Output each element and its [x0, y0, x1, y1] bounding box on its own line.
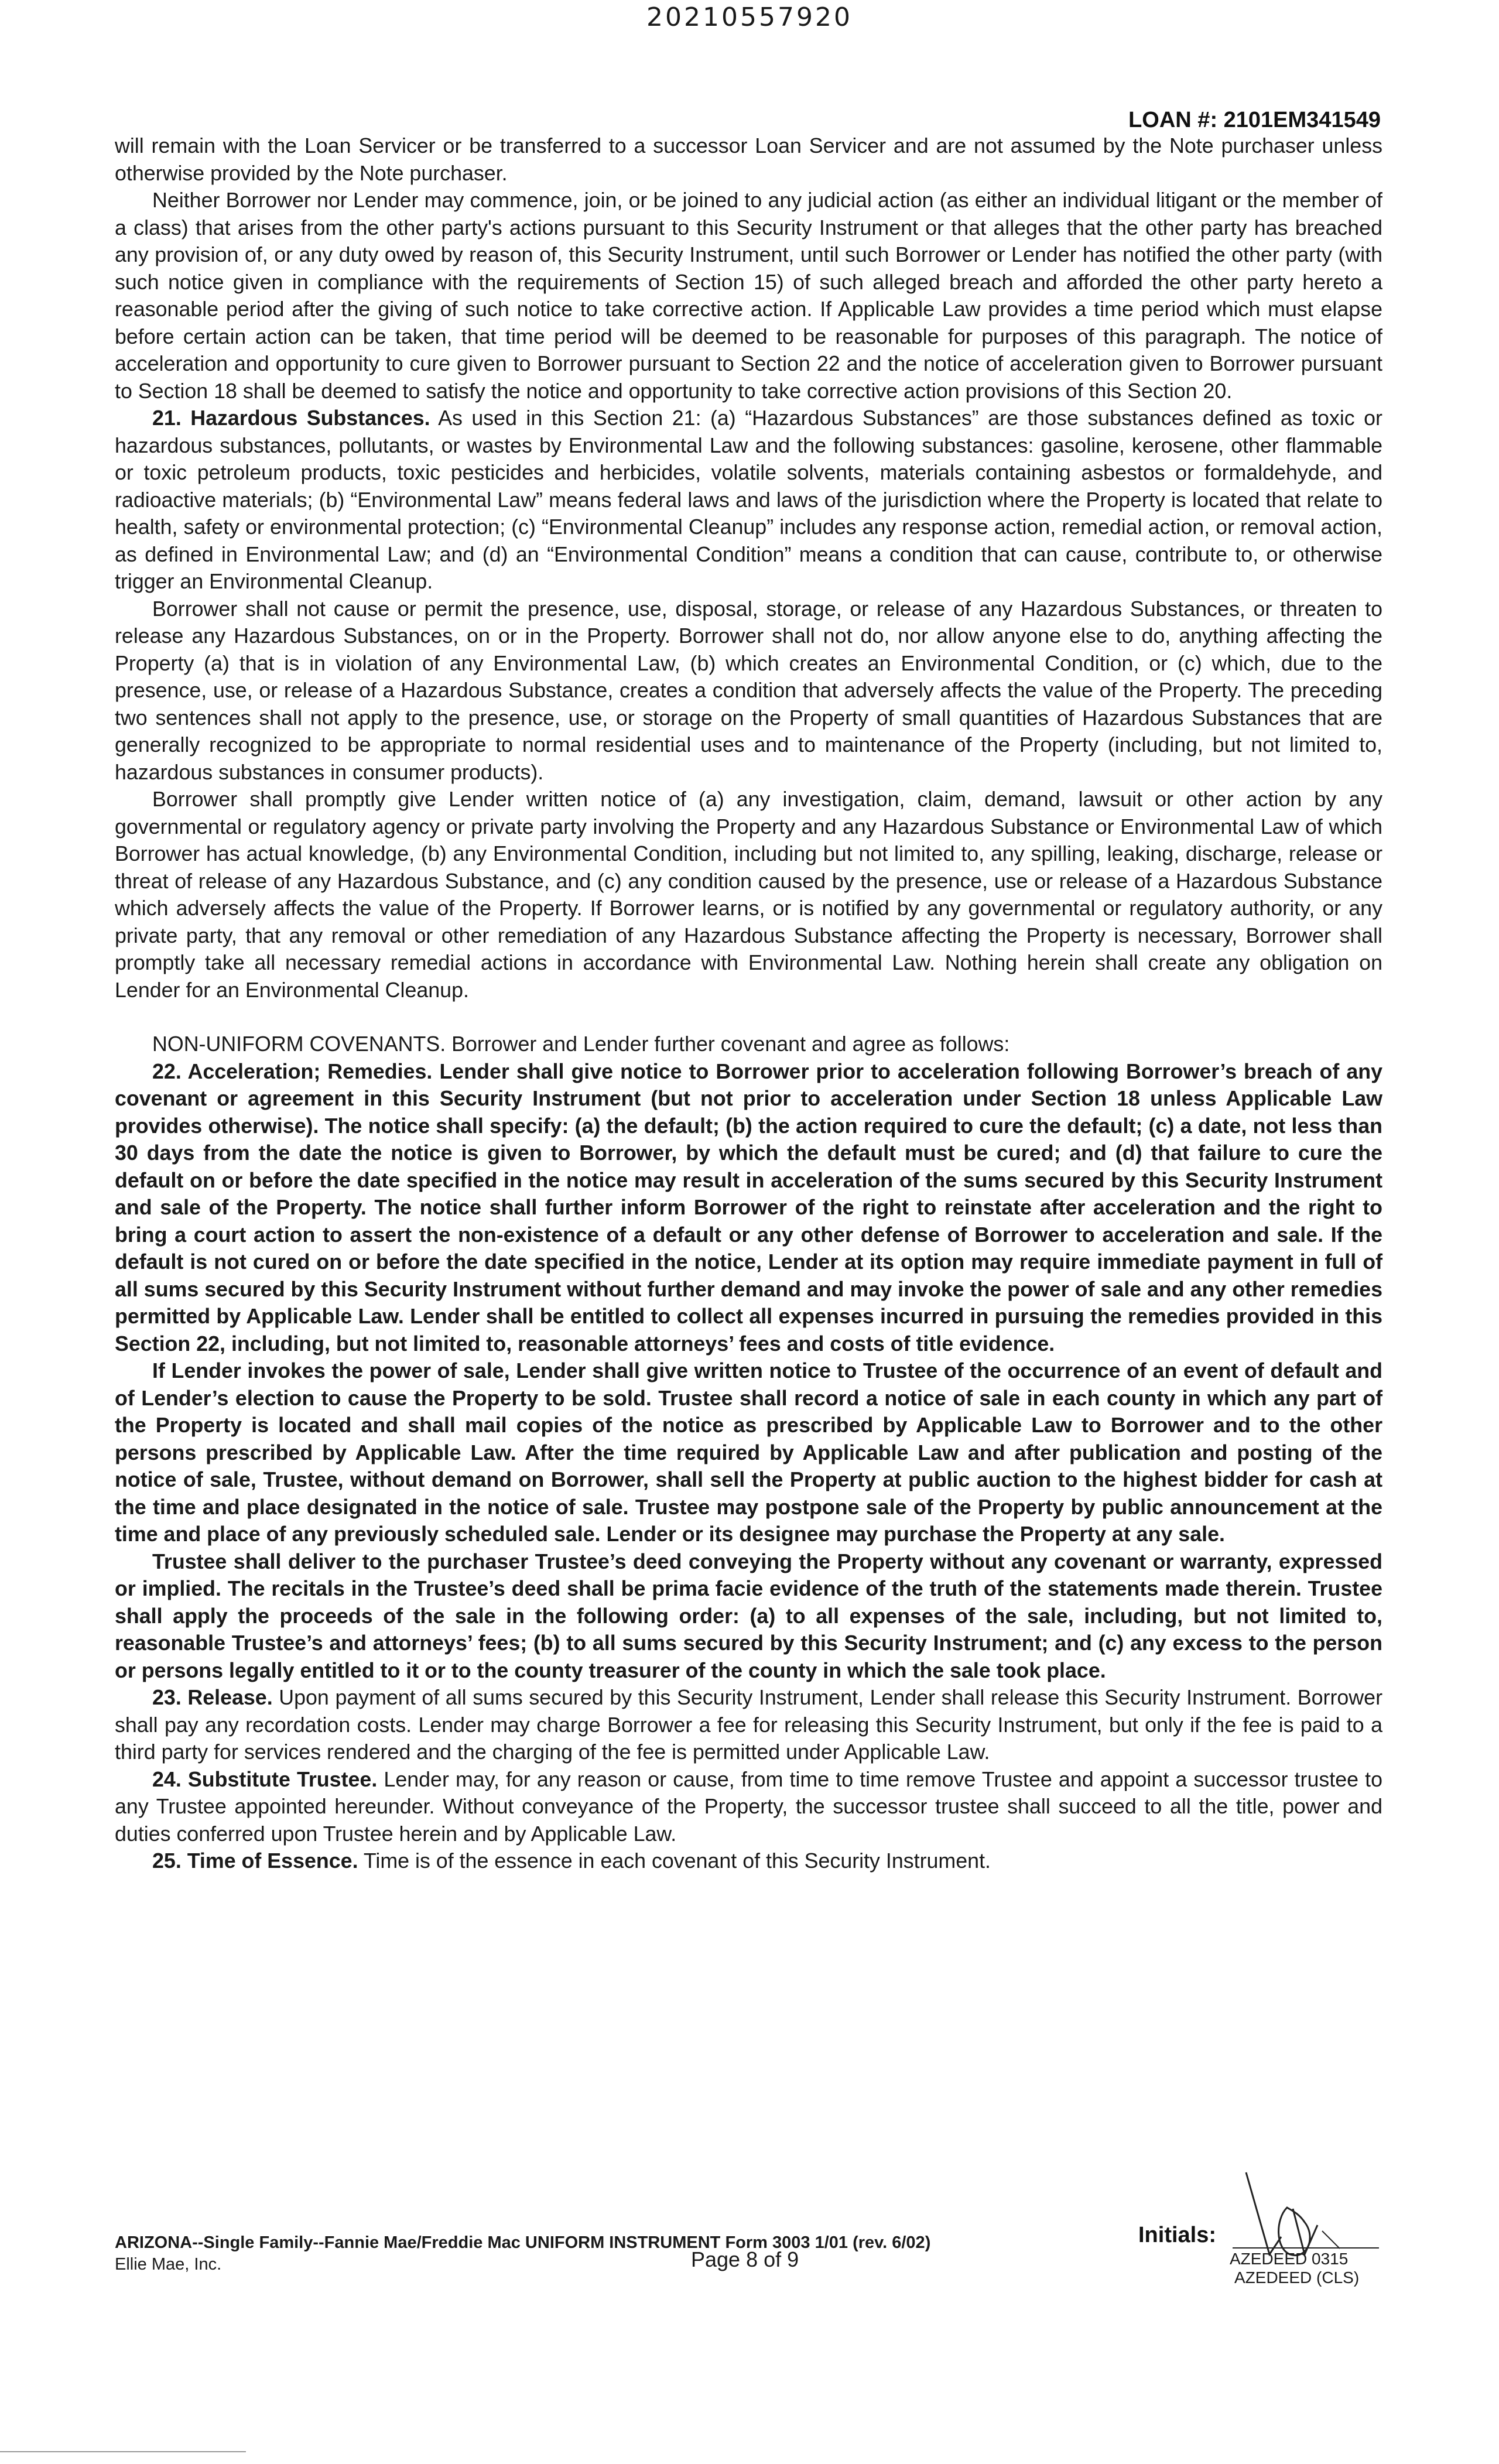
non-uniform-covenants: NON-UNIFORM COVENANTS. Borrower and Lender further covenant and agree as follows: — [152, 1032, 1010, 1056]
section-25 — [115, 1847, 1382, 1875]
form-identifier: ARIZONA--Single Family--Fannie Mae/Freddie Mac UNIFORM INSTRUMENT Form 3003 1/01 (rev. 6/02) — [115, 2233, 931, 2252]
section-21 — [115, 405, 1382, 596]
section-24 — [115, 1766, 1382, 1848]
initials-label: Initials: — [1138, 2223, 1217, 2247]
section-22-heading: 22. Acceleration; Remedies. — [152, 1059, 433, 1083]
initials-line — [1233, 2247, 1379, 2249]
paragraph-carryover: will remain with the Loan Servicer or be transferred to a successor Loan Servicer and are not assumed by the Note purchaser unless otherwise provided by the Note purchaser. — [115, 134, 1382, 185]
section-23 — [115, 1684, 1382, 1766]
section-21-heading: 21. Hazardous Substances. — [152, 406, 430, 430]
document-body — [115, 132, 1382, 1875]
paragraph-notice-of-grievance: Neither Borrower nor Lender may commence, join, or be joined to any judicial action (as either an individual litigant or the member of a class) that arises from the other party's actions pursuant to this Security Instrument or that alleges that the other party has breached any provision of, or any duty owed by reason of, this Security Instrument, until such Borrower or Lender has notified the other party (with such notice given in compliance with the requirements of Section 15) of such alleged breach and afforded the other party hereto a reasonable period after the giving of such notice to take corrective action. If Applicable Law provides a time period which must elapse before certain action can be taken, that time period will be deemed to be reasonable for purposes of this paragraph. The notice of acceleration and opportunity to cure given to Borrower pursuant to Section 22 and the notice of acceleration given to Borrower pursuant to Section 18 shall be deemed to satisfy the notice and opportunity to take corrective action provisions of this Section 20. — [115, 189, 1382, 403]
section-23-heading: 23. Release. — [152, 1686, 273, 1709]
initials-cls: AZEDEED (CLS) — [1234, 2268, 1360, 2287]
section-23-text: Upon payment of all sums secured by this Security Instrument, Lender shall release this Security Instrument. Borrower shall pay any recordation costs. Lender may charge Borrower a fee for releasing this Security Instrument, but only if the fee is paid to a third party for services rendered and the charging of the fee is permitted under Applicable Law. — [115, 1686, 1382, 1764]
footer-form-info — [115, 2232, 930, 2275]
section-22 — [115, 1058, 1382, 1358]
section-24-heading: 24. Substitute Trustee. — [152, 1767, 378, 1791]
company-name: Ellie Mae, Inc. — [115, 2255, 222, 2274]
section-21-text: As used in this Section 21: (a) “Hazardous Substances” are those substances defined as toxic or hazardous substances, pollutants, or wastes by Environmental Law and the following substances: gasoline, kerosene, other flammable or toxic petroleum products, toxic pesticides and herbicides, volatile solvents, materials containing asbestos or formaldehyde, and radioactive materials; (b) “Environmental Law” means federal laws and laws of the jurisdiction where the Property is located that relate to health, safety or environmental protection; (c) “Environmental Cleanup” includes any response action, remedial action, or removal action, as defined in Environmental Law; and (d) an “Environmental Condition” means a condition that can cause, contribute to, or otherwise trigger an Environmental Cleanup. — [115, 406, 1382, 593]
section-21-paragraph-3: Borrower shall promptly give Lender written notice of (a) any investigation, claim, demand, lawsuit or other action by any governmental or regulatory agency or private party involving the Property and any Hazardous Substance or Environmental Law of which Borrower has actual knowledge, (b) any Environmental Condition, including but not limited to, any spilling, leaking, discharge, release or threat of release of any Hazardous Substance, and (c) any condition caused by the presence, use or release of a Hazardous Substance which adversely affects the value of the Property. If Borrower learns, or is notified by any governmental or regulatory authority, or any private party, that any removal or other remediation of any Hazardous Substance affecting the Property is necessary, Borrower shall promptly take all necessary remedial actions in accordance with Environmental Law. Nothing herein shall create any obligation on Lender for an Environmental Cleanup. — [115, 788, 1382, 1002]
initials-code: AZEDEED 0315 — [1230, 2250, 1349, 2268]
page-number: Page 8 of 9 — [691, 2247, 799, 2271]
document-number: 20210557920 — [646, 2, 853, 32]
section-25-text: Time is of the essence in each covenant of this Security Instrument. — [363, 1849, 991, 1873]
section-22-paragraph-2: If Lender invokes the power of sale, Lender shall give written notice to Trustee of the occurrence of an event of default and of Lender’s election to cause the Property to be sold. Trustee shall record a notice of sale in each county in which any part of the Property is located and shall mail copies of the notice as prescribed by Applicable Law to Borrower and to the other persons prescribed by Applicable Law. After the time required by Applicable Law and after publication and posting of the notice of sale, Trustee, without demand on Borrower, shall sell the Property at public auction to the highest bidder for cash at the time and place designated in the notice of sale. Trustee may postpone sale of the Property by public announcement at the time and place of any previously scheduled sale. Lender or its designee may purchase the Property at any sale. — [115, 1359, 1382, 1546]
section-22-text: Lender shall give notice to Borrower prior to acceleration following Borrower’s breach of any covenant or agreement in this Security Instrument (but not prior to acceleration under Section 18 unless Applicable Law provides otherwise). The notice shall specify: (a) the default; (b) the action required to cure the default; (c) a date, not less than 30 days from the date the notice is given to Borrower, by which the default must be cured; and (d) that failure to cure the default on or before the date specified in the notice may result in acceleration of the sums secured by this Security Instrument and sale of the Property. The notice shall further inform Borrower of the right to reinstate after acceleration and the right to bring a court action to assert the non-existence of a default or any other defense of Borrower to acceleration and sale. If the default is not cured on or before the date specified in the notice, Lender at its option may require immediate payment in full of all sums secured by this Security Instrument without further demand and may invoke the power of sale and any other remedies permitted by Applicable Law. Lender shall be entitled to collect all expenses incurred in pursuing the remedies provided in this Section 22, including, but not limited to, reasonable attorneys’ fees and costs of title evidence. — [115, 1059, 1382, 1356]
scan-edge-mark — [0, 2451, 246, 2452]
section-21-paragraph-2: Borrower shall not cause or permit the presence, use, disposal, storage, or release of any Hazardous Substances, or threaten to release any Hazardous Substances, on or in the Property. Borrower shall not do, nor allow anyone else to do, anything affecting the Property (a) that is in violation of any Environmental Law, (b) which creates an Environmental Condition, or (c) which, due to the presence, use, or release of a Hazardous Substance, creates a condition that adversely affects the value of the Property. The preceding two sentences shall not apply to the presence, use, or storage on the Property of small quantities of Hazardous Substances that are generally recognized to be appropriate to normal residential uses and to maintenance of the Property (including, but not limited to, hazardous substances in consumer products). — [115, 597, 1382, 784]
section-25-heading: 25. Time of Essence. — [152, 1849, 358, 1873]
section-24-text: Lender may, for any reason or cause, from time to time remove Trustee and appoint a successor trustee to any Trustee appointed hereunder. Without conveyance of the Property, the successor trustee shall succeed to all the title, power and duties conferred upon Trustee herein and by Applicable Law. — [115, 1767, 1383, 1846]
loan-number: LOAN #: 2101EM341549 — [1128, 108, 1381, 132]
section-22-paragraph-3: Trustee shall deliver to the purchaser Trustee’s deed conveying the Property without any covenant or warranty, expressed or implied. The recitals in the Trustee’s deed shall be prima facie evidence of the truth of the statements made therein. Trustee shall apply the proceeds of the sale in the following order: (a) to all expenses of the sale, including, but not limited to, reasonable Trustee’s and attorneys’ fees; (b) to all sums secured by this Security Instrument; and (c) any excess to the person or persons legally entitled to it or to the county treasurer of the county in which the sale took place. — [115, 1549, 1382, 1682]
